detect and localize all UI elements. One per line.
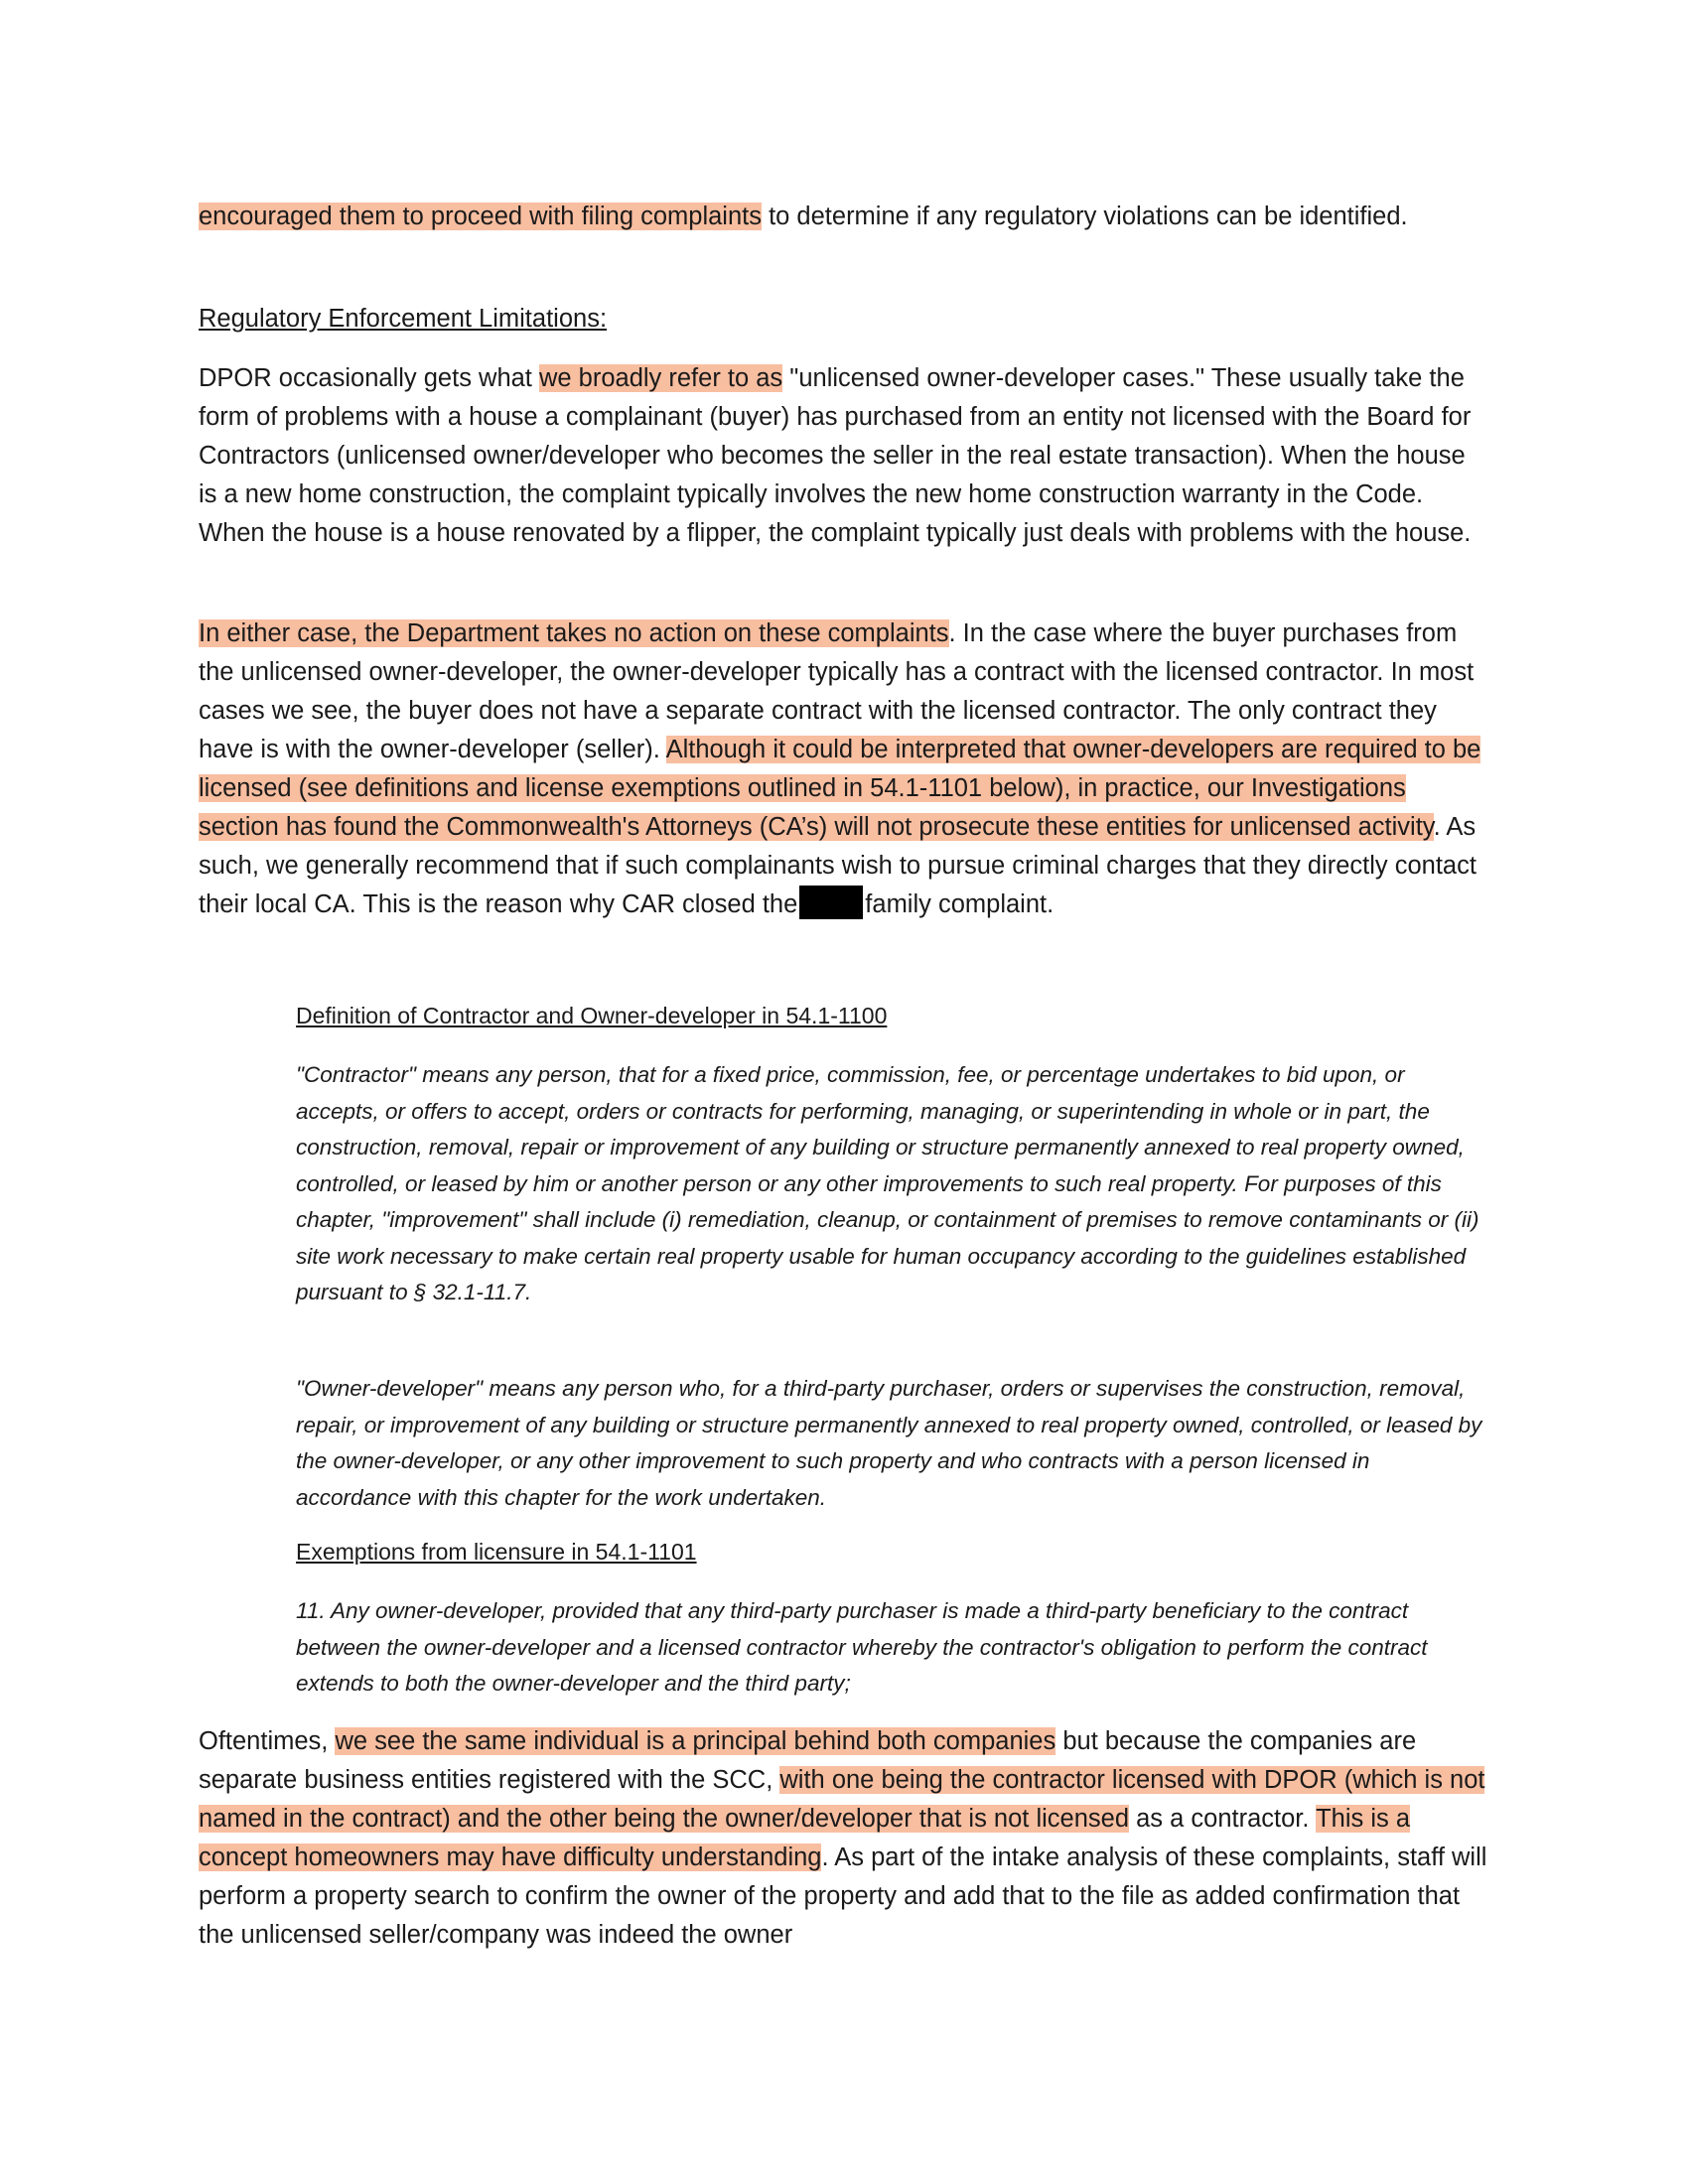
paragraph-department-action <box>199 614 1489 924</box>
paragraph-owner-developer-cases <box>199 359 1489 553</box>
highlight: Although it could be interpreted that owner-developers are required to be licensed (see definitions and license exemptions outlined in 54.1-1101 below), in practice, our Investigations section has found the Commonwealth's Attorneys (CA’s) will not prosecute these entities for unlicensed activity <box>199 736 1481 841</box>
highlight: encouraged them to proceed with filing complaints <box>199 203 762 230</box>
paragraph-text: . In the case where the buyer purchases from the unlicensed owner-developer, the owner-developer typically has a contract with the licensed contractor. In most cases we see, the buyer does not have a separate contract with the licensed contractor. The only contract they have is with the owner-developer (seller). <box>199 619 1475 763</box>
highlight: This is a concept homeowners may have difficulty understanding <box>199 1805 1411 1871</box>
quote-owner-developer-definition: "Owner-developer" means any person who, for a third-party purchaser, orders or supervises the construction, removal, repair, or improvement of any building or structure permanently annexed to real property owned, controlled, or leased by the owner-developer, or any other improvement to such property and who contracts with a person licensed in accordance with this chapter for the work undertaken. <box>296 1376 1482 1510</box>
paragraph-text: to determine if any regulatory violations can be identified. <box>762 203 1408 230</box>
quote-exemption-11: 11. Any owner-developer, provided that any third-party purchaser is made a third-party beneficiary to the contract between the owner-developer and a licensed contractor whereby the contractor's obligation to perform the contract extends to both the owner-developer and the third party; <box>296 1598 1428 1696</box>
paragraph-intro <box>199 198 1489 236</box>
paragraph-text: as a contractor. <box>1129 1805 1317 1833</box>
subheading-exemptions: Exemptions from licensure in 54.1-1101 <box>296 1539 697 1565</box>
highlight: In either case, the Department takes no action on these complaints <box>199 619 949 647</box>
quote-contractor-definition: "Contractor" means any person, that for a fixed price, commission, fee, or percentage undertakes to bid upon, or accepts, or offers to accept, orders or contracts for performing, managing, or superintending in whole or in part, the construction, removal, repair or improvement of any building or structure permanently annexed to real property owned, controlled, or leased by him or another person or any other improvements to such real property. For purposes of this chapter, "improvement" shall include (i) remediation, cleanup, or containment of premises to remove contaminants or (ii) site work necessary to make certain real property usable for human occupancy according to the guidelines established pursuant to § 32.1-11.7. <box>296 1062 1479 1304</box>
section-heading: Regulatory Enforcement Limitations: <box>199 305 608 333</box>
paragraph-text: . As part of the intake analysis of these complaints, staff will perform a property search to confirm the owner of the property and add that to the file as added confirmation that the unlicensed seller/company was indeed the owner <box>199 1843 1487 1949</box>
paragraph-text: . As such, we generally recommend that if such complainants wish to pursue criminal charges that they directly contact their local CA. This is the reason why CAR closed the <box>199 813 1477 918</box>
paragraph-text: but because the companies are separate business entities registered with the SCC, <box>199 1727 1417 1794</box>
paragraph-text: family complaint. <box>865 890 1055 918</box>
highlight: we broadly refer to as <box>538 364 783 392</box>
paragraph-oftentimes <box>199 1722 1489 1955</box>
highlight: with one being the contractor licensed with DPOR (which is not named in the contract) and the other being the owner/developer that is not licensed <box>199 1766 1485 1833</box>
paragraph-text: Oftentimes, <box>199 1727 336 1755</box>
highlight: we see the same individual is a principal behind both companies <box>335 1727 1056 1755</box>
paragraph-text: "unlicensed owner-developer cases." These usually take the form of problems with a house a complainant (buyer) has purchased from an entity not licensed with the Board for Contractors (unlicensed owner/developer who becomes the seller in the real estate transaction). When the house is a new home construction, the complaint typically involves the new home construction warranty in the Code. When the house is a house renovated by a flipper, the complaint typically just deals with problems with the house. <box>199 364 1472 547</box>
redaction-box <box>799 886 863 919</box>
paragraph-text: DPOR occasionally gets what <box>199 364 539 392</box>
subheading-definitions: Definition of Contractor and Owner-developer in 54.1-1100 <box>296 1003 888 1028</box>
